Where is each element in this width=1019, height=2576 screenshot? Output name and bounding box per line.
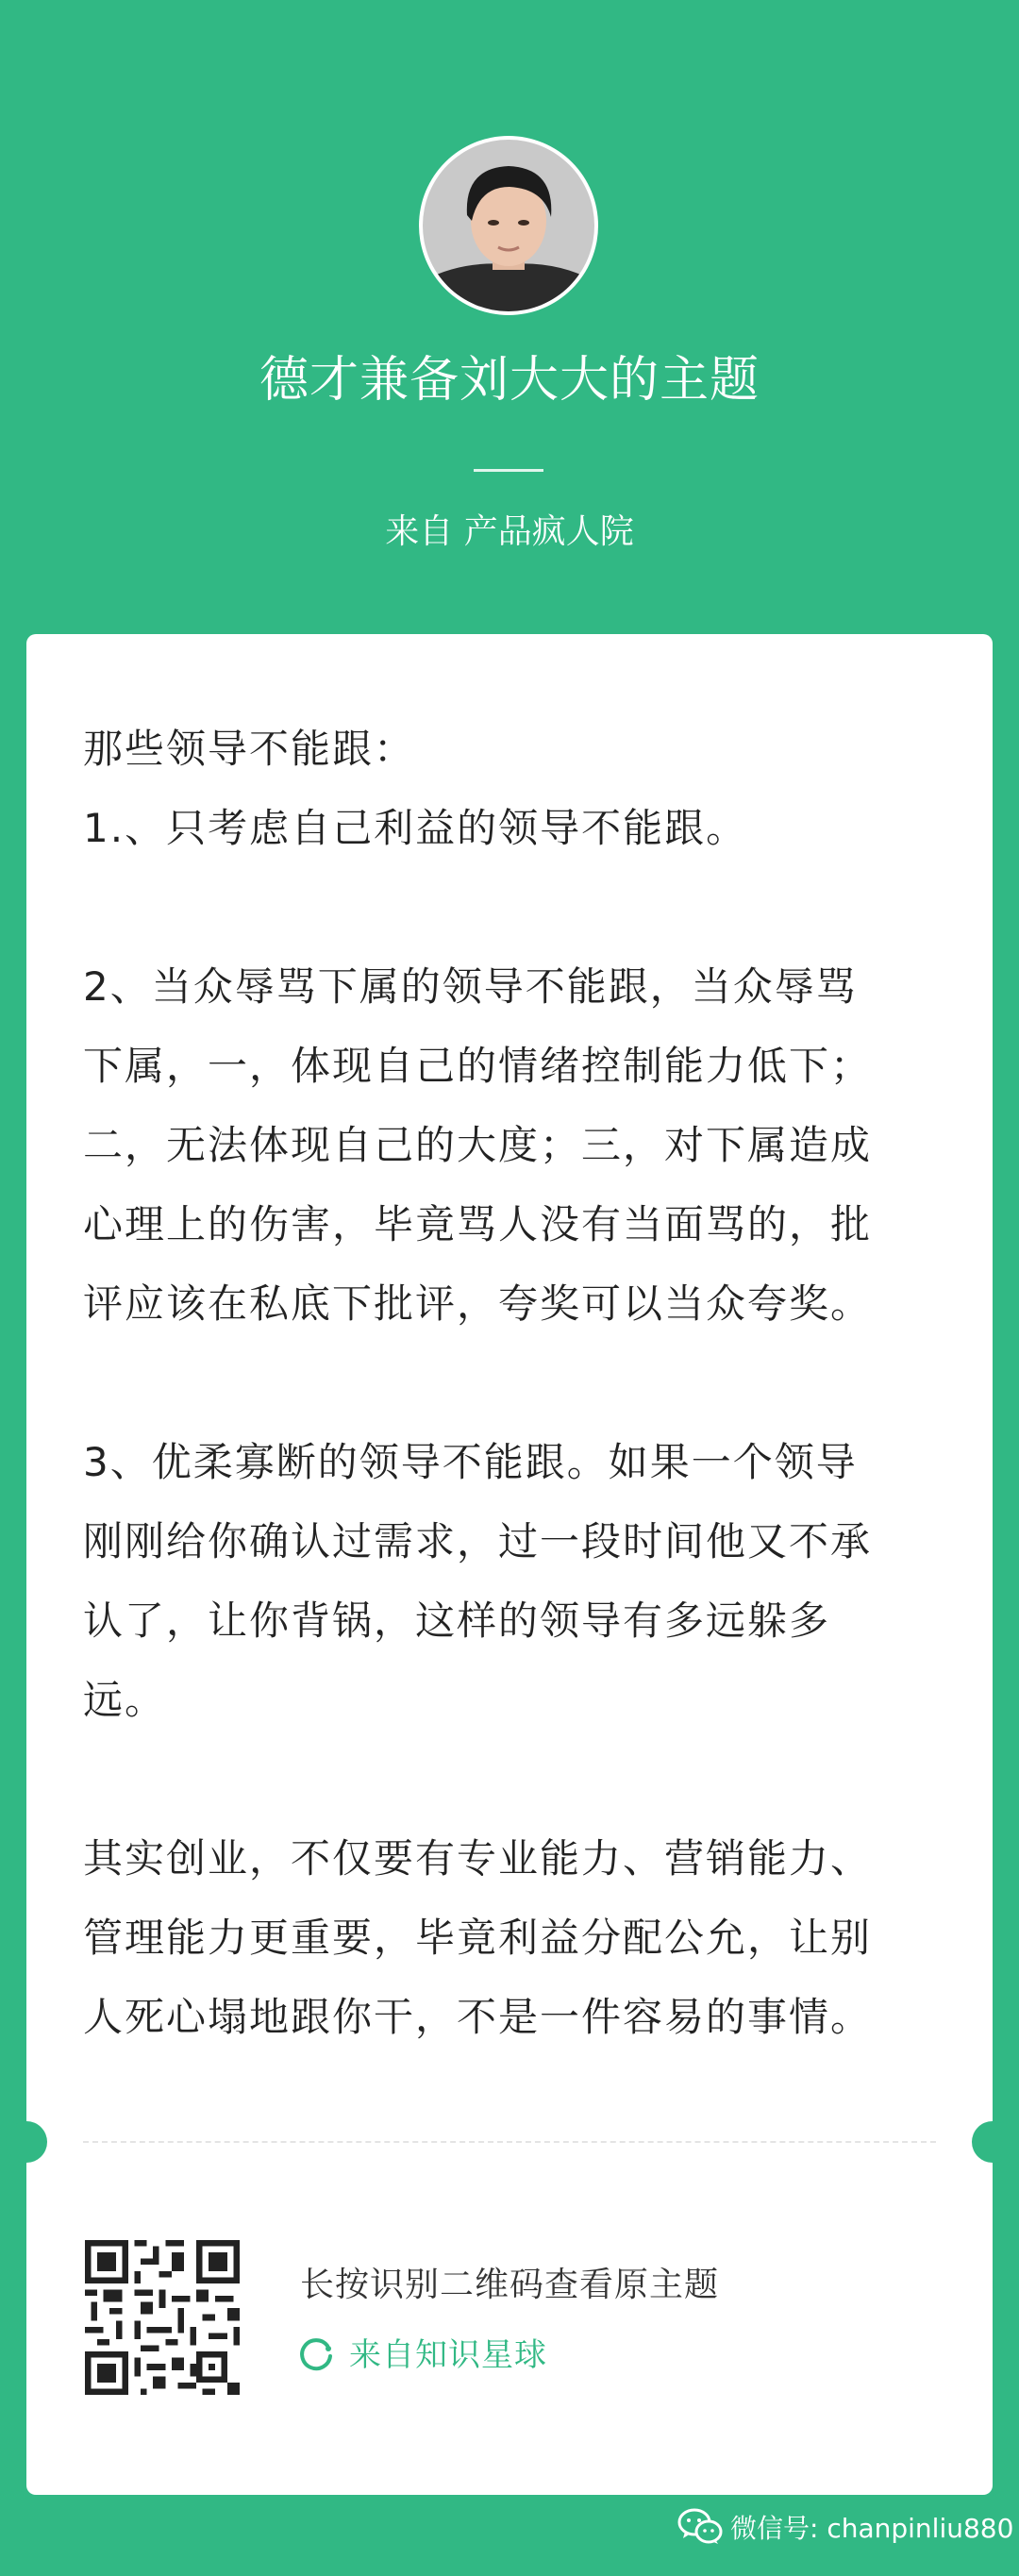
post-line: 管理能力更重要，毕竟利益分配公允，让别: [83, 1915, 873, 1961]
wechat-icon: [677, 2508, 723, 2546]
wechat-id: 微信号: chanpinliu880: [730, 2513, 1014, 2544]
avatar[interactable]: [419, 136, 598, 315]
avatar-photo: [423, 140, 594, 311]
paragraph-gap: [83, 1740, 951, 1819]
post-line: 那些领导不能跟：: [83, 726, 416, 772]
qr-code-icon: [85, 2240, 240, 2395]
paragraph-gap: [83, 1344, 951, 1423]
post-content: [83, 710, 951, 2057]
title-divider: [474, 469, 543, 472]
post-line: 下属，一，体现自己的情绪控制能力低下；: [83, 1043, 873, 1089]
post-line: 刚刚给你确认过需求，过一段时间他又不承: [83, 1518, 873, 1564]
dashed-separator: [83, 2141, 936, 2143]
post-line: 2、当众辱骂下属的领导不能跟，当众辱骂: [83, 963, 858, 1010]
post-line: 二，无法体现自己的大度；三，对下属造成: [83, 1122, 873, 1168]
post-card: [26, 634, 993, 2495]
qr-hint: 长按识别二维码查看原主题: [300, 2266, 720, 2304]
post-line: 评应该在私底下批评，夸奖可以当众夸奖。: [83, 1280, 873, 1327]
topic-title: 德才兼备刘大大的主题: [259, 352, 760, 409]
qr-code[interactable]: [85, 2240, 240, 2395]
knowledge-planet-source[interactable]: [298, 2331, 547, 2380]
post-line: 其实创业，不仅要有专业能力、营销能力、: [83, 1835, 873, 1882]
post-line: 心理上的伤害，毕竟骂人没有当面骂的，批: [83, 1201, 873, 1247]
post-line: 远。: [83, 1677, 167, 1723]
paragraph-gap: [83, 868, 951, 947]
post-line: 认了，让你背锅，这样的领导有多远躲多: [83, 1597, 831, 1644]
planet-label: 来自知识星球: [349, 2336, 547, 2374]
post-line: 1.、只考虑自己利益的领导不能跟。: [83, 805, 748, 851]
ticket-notch-left: [6, 2121, 47, 2163]
header: [0, 0, 1019, 634]
post-line: 3、优柔寡断的领导不能跟。如果一个领导: [83, 1439, 858, 1485]
wechat-watermark: [677, 2502, 1013, 2551]
post-line: 人死心塌地跟你干，不是一件容易的事情。: [83, 1994, 873, 2040]
planet-ring-icon: [298, 2337, 334, 2373]
topic-source[interactable]: 来自 产品疯人院: [385, 512, 634, 551]
ticket-notch-right: [972, 2121, 1013, 2163]
